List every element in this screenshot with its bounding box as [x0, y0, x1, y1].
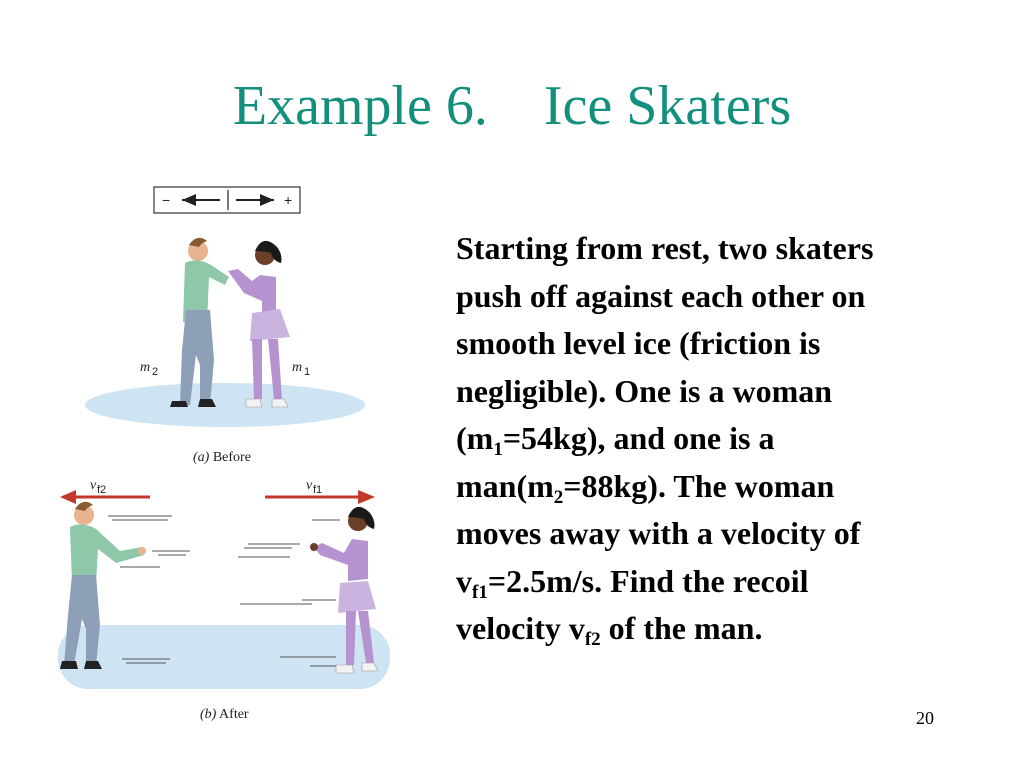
man-skater-before [170, 238, 229, 407]
caption-before [193, 450, 251, 465]
text-line: push off against each other on [456, 277, 866, 314]
label-m2: m [140, 360, 151, 375]
panel-after [58, 478, 390, 722]
page-number: 20 [916, 708, 934, 728]
legend-plus: + [284, 192, 293, 208]
text-line: $(m_1=54kg)$, and one is a [456, 420, 775, 460]
caption-after-part: (b) [200, 707, 217, 722]
label-m1-sub: 1 [304, 366, 311, 378]
text-line: Starting from rest, two skaters [456, 230, 874, 266]
caption-before-text: Before [209, 450, 251, 465]
direction-legend [154, 187, 300, 213]
text-line: velocity $v_{f2}$ of the man. [456, 610, 763, 650]
text-line: negligible). One is a woman [456, 372, 833, 409]
text-line: $v_{f1}=2.5m/s$. Find the recoil [456, 562, 809, 603]
text-line: moves away with a velocity of [456, 515, 861, 551]
slide-title: Example 6. Ice Skaters [232, 75, 792, 137]
skaters-figure [40, 175, 410, 735]
woman-skater-before [228, 241, 290, 407]
skaters-illustration [40, 175, 410, 735]
label-m1: m [292, 360, 303, 375]
ice-after [58, 625, 390, 689]
caption-before-part: (a) [193, 450, 210, 465]
ice-before [85, 383, 365, 427]
text-line: smooth level ice (friction is [456, 325, 821, 361]
label-vf2: v [90, 478, 97, 493]
caption-after [200, 707, 249, 722]
legend-minus: − [162, 192, 171, 208]
label-vf1: v [306, 478, 313, 493]
caption-after-text: After [216, 707, 249, 722]
text-line: $man(m_2=88kg)$. The woman [456, 467, 835, 508]
label-vf2-sub: f2 [97, 484, 107, 496]
label-vf1-sub: f1 [313, 484, 323, 496]
label-m2-sub: 2 [152, 366, 159, 378]
panel-before [85, 238, 365, 465]
problem-statement [456, 225, 996, 653]
